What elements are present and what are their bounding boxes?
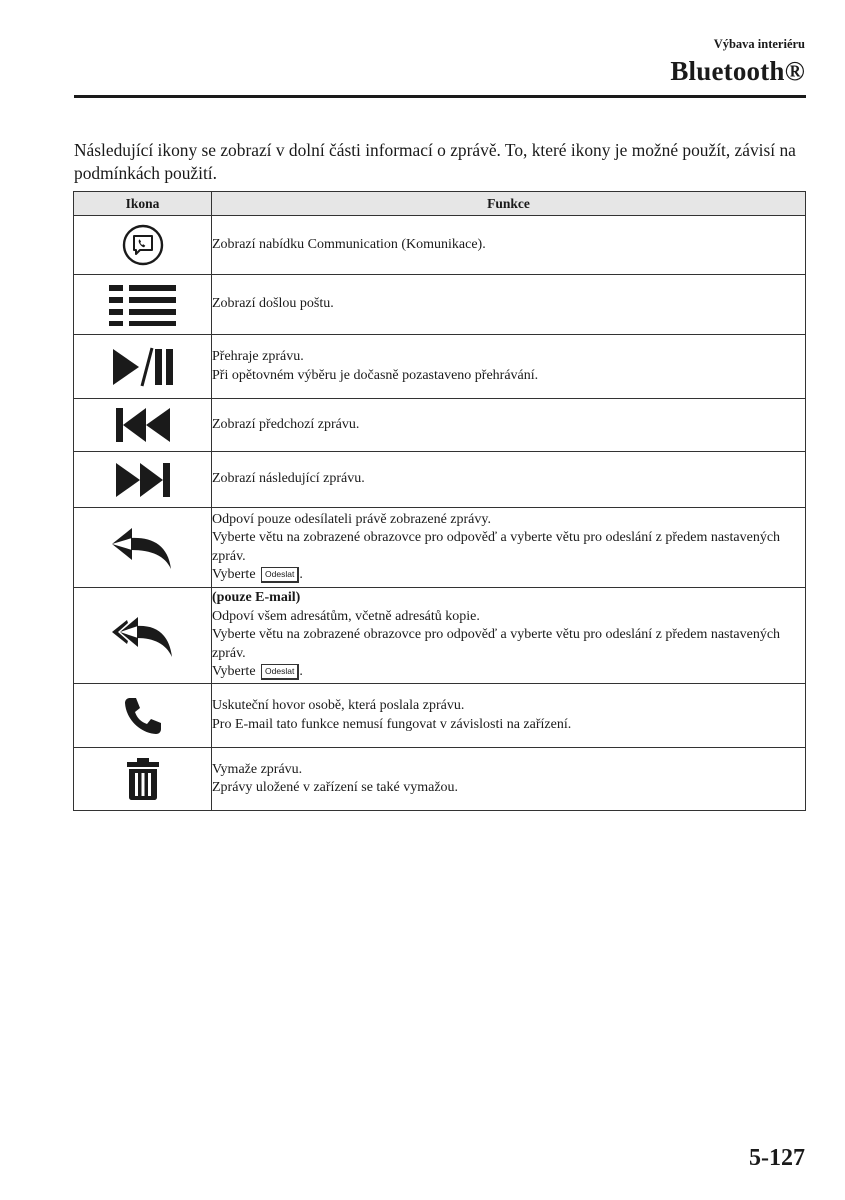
table-row bbox=[74, 216, 806, 275]
description-line: Vyberte větu na zobrazené obrazovce pro odpověď a vyberte větu pro odeslání z předem nastavených zpráv. bbox=[212, 627, 781, 661]
reply-all-icon bbox=[110, 614, 176, 658]
description-line: Zprávy uložené v zařízení se také vymažou. bbox=[212, 780, 459, 795]
description-line: Odpoví pouze odesílateli právě zobrazené zprávy. bbox=[212, 511, 491, 527]
table-row bbox=[74, 588, 806, 684]
function-cell bbox=[212, 452, 806, 508]
table-row bbox=[74, 399, 806, 452]
icon-cell bbox=[74, 684, 212, 748]
next-track-icon bbox=[114, 462, 172, 498]
table-row bbox=[74, 335, 806, 399]
table-row bbox=[74, 452, 806, 508]
description-line: Zobrazí následující zprávu. bbox=[212, 471, 365, 487]
table-row bbox=[74, 748, 806, 811]
description-line: Vyberte větu na zobrazené obrazovce pro odpověď a vyberte větu pro odeslání z předem nastavených zpráv. bbox=[212, 530, 781, 564]
communication-menu-icon bbox=[121, 223, 165, 267]
description-line: Zobrazí předchozí zprávu. bbox=[212, 416, 360, 432]
table-row bbox=[74, 508, 806, 588]
icon-cell bbox=[74, 335, 212, 399]
table-header-row bbox=[74, 192, 806, 216]
previous-track-icon bbox=[114, 407, 172, 443]
function-cell bbox=[212, 748, 806, 811]
function-cell bbox=[212, 508, 806, 588]
function-cell bbox=[212, 399, 806, 452]
page-number: 5-127 bbox=[749, 1145, 805, 1171]
description-line: Pro E-mail tato funkce nemusí fungovat v závislosti na zařízení. bbox=[212, 716, 572, 732]
icon-cell bbox=[74, 748, 212, 811]
select-prefix: Vyberte bbox=[212, 664, 256, 680]
send-button[interactable]: Odeslat bbox=[261, 567, 299, 583]
select-instruction bbox=[212, 566, 805, 585]
send-button[interactable]: Odeslat bbox=[261, 664, 299, 680]
function-cell bbox=[212, 335, 806, 399]
function-cell bbox=[212, 684, 806, 748]
column-header-function: Funkce bbox=[212, 192, 806, 216]
icon-cell bbox=[74, 452, 212, 508]
section-label: Výbava interiéru bbox=[713, 37, 805, 51]
email-only-label: (pouze E-mail) bbox=[212, 590, 301, 606]
description-line: Při opětovném výběru je dočasně pozastaveno přehrávání. bbox=[212, 367, 539, 383]
icon-cell bbox=[74, 216, 212, 275]
inbox-list-icon bbox=[108, 283, 178, 327]
function-cell bbox=[212, 216, 806, 275]
description-line: Zobrazí došlou poštu. bbox=[212, 296, 334, 312]
description-line: Odpoví všem adresátům, včetně adresátů kopie. bbox=[212, 608, 480, 624]
icon-cell bbox=[74, 275, 212, 335]
function-cell bbox=[212, 588, 806, 684]
icon-cell bbox=[74, 588, 212, 684]
select-instruction bbox=[212, 663, 805, 682]
description-line: Uskuteční hovor osobě, která poslala zprávu. bbox=[212, 698, 465, 713]
description-line: Přehraje zprávu. bbox=[212, 349, 304, 364]
icon-cell bbox=[74, 399, 212, 452]
page-title: Bluetooth® bbox=[670, 56, 805, 86]
trash-icon bbox=[126, 757, 160, 801]
table-row bbox=[74, 684, 806, 748]
column-header-icon: Ikona bbox=[74, 192, 212, 216]
reply-icon bbox=[110, 526, 176, 570]
icon-function-table bbox=[73, 191, 806, 811]
select-suffix: . bbox=[299, 567, 303, 582]
table-row bbox=[74, 275, 806, 335]
select-suffix: . bbox=[299, 664, 303, 680]
title-rule bbox=[74, 95, 806, 98]
description-line: Zobrazí nabídku Communication (Komunikace). bbox=[212, 236, 486, 252]
function-cell bbox=[212, 275, 806, 335]
play-pause-icon bbox=[111, 346, 175, 388]
description-line: Vymaže zprávu. bbox=[212, 761, 303, 777]
icon-cell bbox=[74, 508, 212, 588]
select-prefix: Vyberte bbox=[212, 567, 256, 582]
intro-paragraph: Následující ikony se zobrazí v dolní části informací o zprávě. To, které ikony je možné použít, závisí na podmínkách použití. bbox=[74, 140, 796, 183]
phone-call-icon bbox=[122, 695, 164, 737]
